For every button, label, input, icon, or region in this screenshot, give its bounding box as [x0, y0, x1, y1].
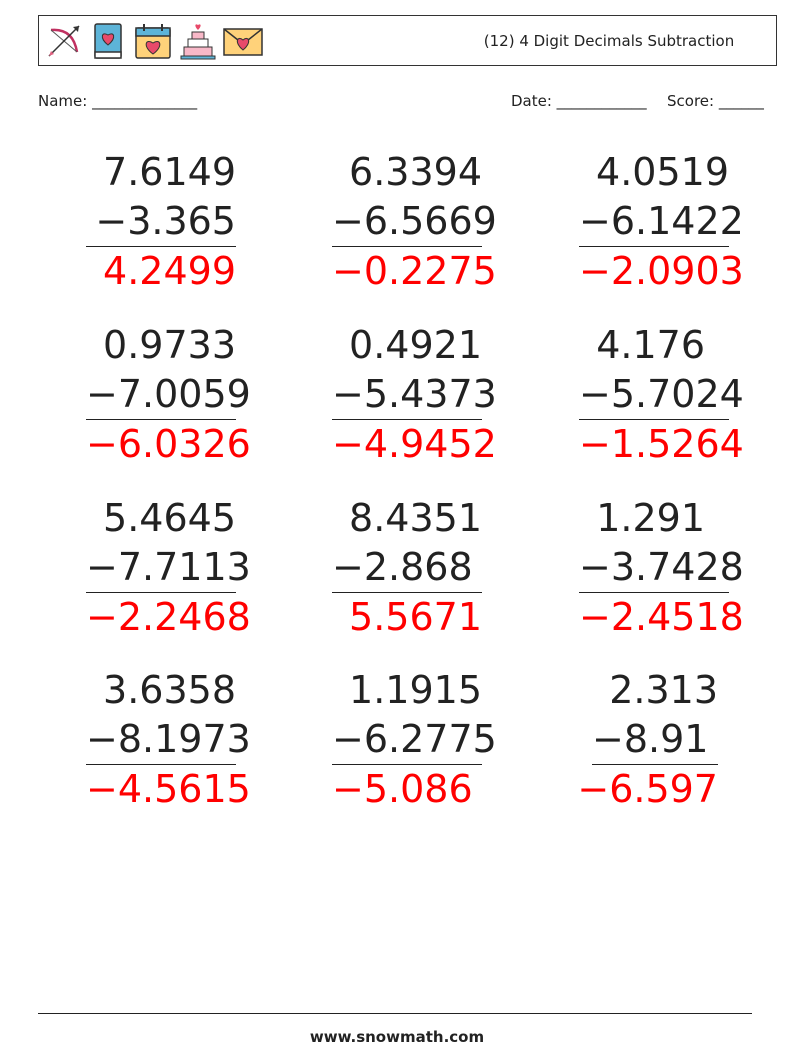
bow-and-arrow-icon [43, 20, 85, 62]
subtrahend: −3.7428 [579, 543, 729, 593]
love-book-icon [87, 20, 129, 62]
subtrahend: −7.0059 [86, 370, 236, 420]
problem-10 [86, 666, 251, 814]
answer: −6.0326 [86, 422, 251, 466]
subtrahend: −7.7113 [86, 543, 236, 593]
subtrahend: −6.5669 [332, 197, 482, 247]
minuend: 0.4921 [349, 323, 482, 367]
problem-1 [86, 148, 236, 296]
problem-6 [579, 321, 744, 469]
subtrahend: −2.868 [332, 543, 482, 593]
minuend: 4.176 [596, 323, 705, 367]
problem-3 [579, 148, 744, 296]
minuend: 6.3394 [349, 150, 482, 194]
minuend: 1.291 [596, 496, 705, 540]
heart-calendar-icon [132, 20, 174, 62]
subtrahend: −6.1422 [579, 197, 729, 247]
footer-site: www.snowmath.com [309, 1028, 485, 1046]
love-letter-icon [222, 20, 264, 62]
subtrahend: −5.4373 [332, 370, 482, 420]
answer: −2.0903 [579, 249, 744, 293]
answer: −2.4518 [579, 595, 744, 639]
answer: −0.2275 [332, 249, 497, 293]
problem-8 [332, 494, 482, 642]
subtrahend: −5.7024 [579, 370, 729, 420]
minuend: 8.4351 [349, 496, 482, 540]
problem-11 [332, 666, 497, 814]
answer: −4.9452 [332, 422, 497, 466]
minuend: 1.1915 [349, 668, 482, 712]
answer: −5.086 [332, 767, 473, 811]
score-field: Score: ______ [667, 92, 764, 110]
name-field: Name: ______________ [38, 92, 198, 110]
minuend: 0.9733 [103, 323, 236, 367]
minuend: 5.4645 [103, 496, 236, 540]
minuend: 2.313 [609, 668, 718, 712]
problem-2 [332, 148, 497, 296]
answer: −6.597 [577, 767, 718, 811]
answer: 4.2499 [103, 249, 236, 293]
footer-divider [38, 1013, 752, 1014]
subtrahend: −8.91 [592, 715, 718, 765]
date-field: Date: ____________ [511, 92, 647, 110]
problem-9 [579, 494, 744, 642]
minuend: 4.0519 [596, 150, 729, 194]
subtrahend: −6.2775 [332, 715, 482, 765]
subtrahend: −3.365 [86, 197, 236, 247]
problem-5 [332, 321, 497, 469]
minuend: 7.6149 [103, 150, 236, 194]
answer: 5.5671 [349, 595, 482, 639]
wedding-cake-icon [177, 20, 219, 62]
worksheet-title: (12) 4 Digit Decimals Subtraction [483, 32, 735, 50]
answer: −1.5264 [579, 422, 744, 466]
problem-7 [86, 494, 251, 642]
problem-4 [86, 321, 251, 469]
problem-12 [568, 666, 718, 814]
minuend: 3.6358 [103, 668, 236, 712]
answer: −4.5615 [86, 767, 251, 811]
answer: −2.2468 [86, 595, 251, 639]
subtrahend: −8.1973 [86, 715, 236, 765]
worksheet-header [38, 15, 777, 66]
